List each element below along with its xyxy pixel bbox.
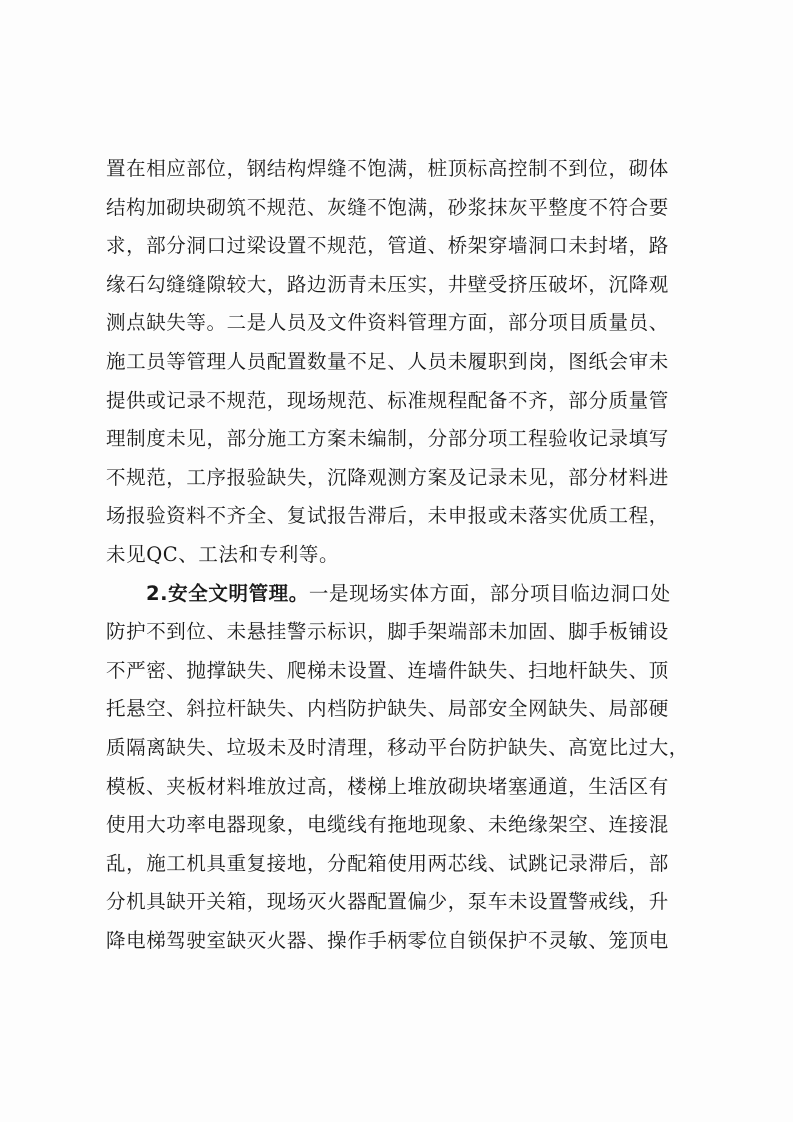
section-heading: 2.安全文明管理。: [146, 581, 309, 605]
text-line: 模板、夹板材料堆放过高，楼梯上堆放砌块堵塞通道，生活区有: [106, 774, 669, 798]
body-text: [106, 150, 706, 960]
text-line: 降电梯驾驶室缺灭火器、操作手柄零位自锁保护不灵敏、笼顶电: [106, 928, 669, 952]
text-line: 求，部分洞口过梁设置不规范，管道、桥架穿墙洞口未封堵，路: [106, 234, 669, 258]
text-line: 防护不到位、未悬挂警示标识，脚手架端部未加固、脚手板铺设: [106, 620, 669, 644]
text-line: 分机具缺开关箱，现场灭火器配置偏少，泵车未设置警戒线，升: [106, 890, 669, 914]
text-line: 缘石勾缝缝隙较大，路边沥青未压实，井壁受挤压破坏，沉降观: [106, 272, 669, 296]
text-span: 一是现场实体方面，部分项目临边洞口处: [308, 581, 671, 605]
text-line: 测点缺失等。二是人员及文件资料管理方面，部分项目质量员、: [106, 311, 669, 335]
text-line: 结构加砌块砌筑不规范、灰缝不饱满，砂浆抹灰平整度不符合要: [106, 195, 669, 219]
text-line: 不严密、抛撑缺失、爬梯未设置、连墙件缺失、扫地杆缺失、顶: [106, 658, 669, 682]
text-line: 理制度未见，部分施工方案未编制，分部分项工程验收记录填写: [106, 427, 669, 451]
text-line: 质隔离缺失、垃圾未及时清理，移动平台防护缺失、高宽比过大，: [106, 735, 689, 759]
text-line: 提供或记录不规范，现场规范、标准规程配备不齐，部分质量管: [106, 388, 669, 412]
text-line: 场报验资料不齐全、复试报告滞后，未申报或未落实优质工程，: [106, 504, 669, 528]
text-line: 使用大功率电器现象，电缆线有拖地现象、未绝缘架空、连接混: [106, 813, 669, 837]
text-line: 置在相应部位，钢结构焊缝不饱满，桩顶标高控制不到位，砌体: [106, 157, 669, 180]
text-line: 未见QC、工法和专利等。: [106, 542, 340, 566]
text-line: 施工员等管理人员配置数量不足、人员未履职到岗，图纸会审未: [106, 349, 669, 373]
text-line: 乱，施工机具重复接地，分配箱使用两芯线、试跳记录滞后，部: [106, 851, 669, 875]
text-line: 不规范，工序报验缺失，沉降观测方案及记录未见，部分材料进: [106, 465, 669, 489]
text-line: 托悬空、斜拉杆缺失、内档防护缺失、局部安全网缺失、局部硬: [106, 697, 669, 721]
paragraph-2-first-line: [106, 575, 706, 614]
